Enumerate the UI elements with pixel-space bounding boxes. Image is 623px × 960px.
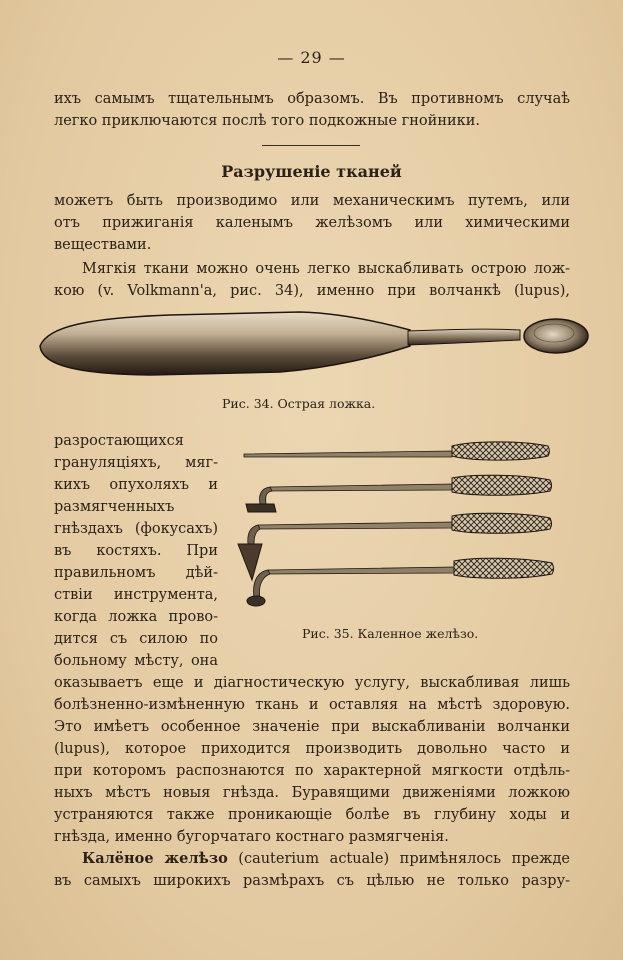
body-line-8: гнѣзда, именно бугорчатаго костнаго размягченія.	[54, 829, 449, 845]
cautery-iron-flat-head	[246, 475, 552, 512]
body-line-4: (lupus), которое приходится производить довольно часто и	[54, 741, 570, 757]
last-para-line-2: въ самыхъ широкихъ размѣрахъ съ цѣлью не только разру-	[54, 873, 570, 889]
narrow-line-10: дится съ силою по	[54, 631, 218, 647]
para2-line-2: кою (v. Volkmann'а, рис. 34), именно при волчанкѣ (lupus),	[54, 283, 570, 299]
cautery-term: Калёное желѣзо	[82, 850, 228, 867]
narrow-line-11: больному мѣсту, она	[54, 653, 218, 669]
narrow-line-6: въ костяхъ. При	[54, 543, 218, 559]
para2-line-1: Мягкія ткани можно очень легко выскабливать острою лож-	[82, 261, 570, 277]
body-line-6: ныхъ мѣстъ новыя гнѣзда. Буравящими движеніями ложкою	[54, 785, 570, 801]
last-para-line-1-rest: (cauterium actuale) примѣнялось прежде	[227, 851, 570, 867]
narrow-line-8: ствіи инструмента,	[54, 587, 218, 603]
narrow-line-3: кихъ опухоляхъ и	[54, 477, 218, 493]
narrow-line-5: гнѣздахъ (фокусахъ)	[54, 521, 218, 537]
section-heading: Разрушеніе тканей	[221, 162, 402, 181]
narrow-line-4: размягченныхъ	[54, 499, 175, 515]
narrow-line-1: разростающихся	[54, 433, 184, 449]
cautery-iron-bulb-head	[247, 558, 554, 606]
body-line-5: при которомъ распознаются по характерной мягкости отдѣль-	[54, 763, 570, 779]
figure-34-caption: Рис. 34. Острая ложка.	[222, 396, 376, 411]
cautery-iron-pointed	[244, 442, 550, 460]
figure-35-caption: Рис. 35. Каленное желѣзо.	[302, 626, 479, 641]
body-line-2: болѣзненно-измѣненную ткань и оставляя на мѣстѣ здоровую.	[54, 697, 570, 713]
last-para-line-1	[54, 848, 570, 870]
body-line-1: оказываетъ еще и діагностическую услугу, выскабливая лишь	[54, 675, 570, 691]
narrow-line-9: когда ложка прово-	[54, 609, 218, 625]
intro-line-1: ихъ самымъ тщательнымъ образомъ. Въ противномъ случаѣ	[54, 91, 570, 107]
section-line-3: веществами.	[54, 237, 152, 253]
page-number: — 29 —	[277, 48, 346, 67]
body-line-7: устраняются также проникающіе болѣе въ глубину ходы и	[54, 807, 570, 823]
section-line-1: можетъ быть производимо или механическимъ путемъ, или	[54, 193, 570, 209]
intro-line-2: легко приключаются послѣ того подкожные гнойники.	[54, 113, 480, 129]
body-line-3: Это имѣетъ особенное значеніе при выскабливаніи волчанки	[54, 719, 570, 735]
section-line-2: отъ прижиганія каленымъ желѣзомъ или химическими	[54, 215, 570, 231]
narrow-line-2: грануляціяхъ, мяг-	[54, 455, 218, 471]
narrow-line-7: правильномъ дѣй-	[54, 565, 218, 581]
